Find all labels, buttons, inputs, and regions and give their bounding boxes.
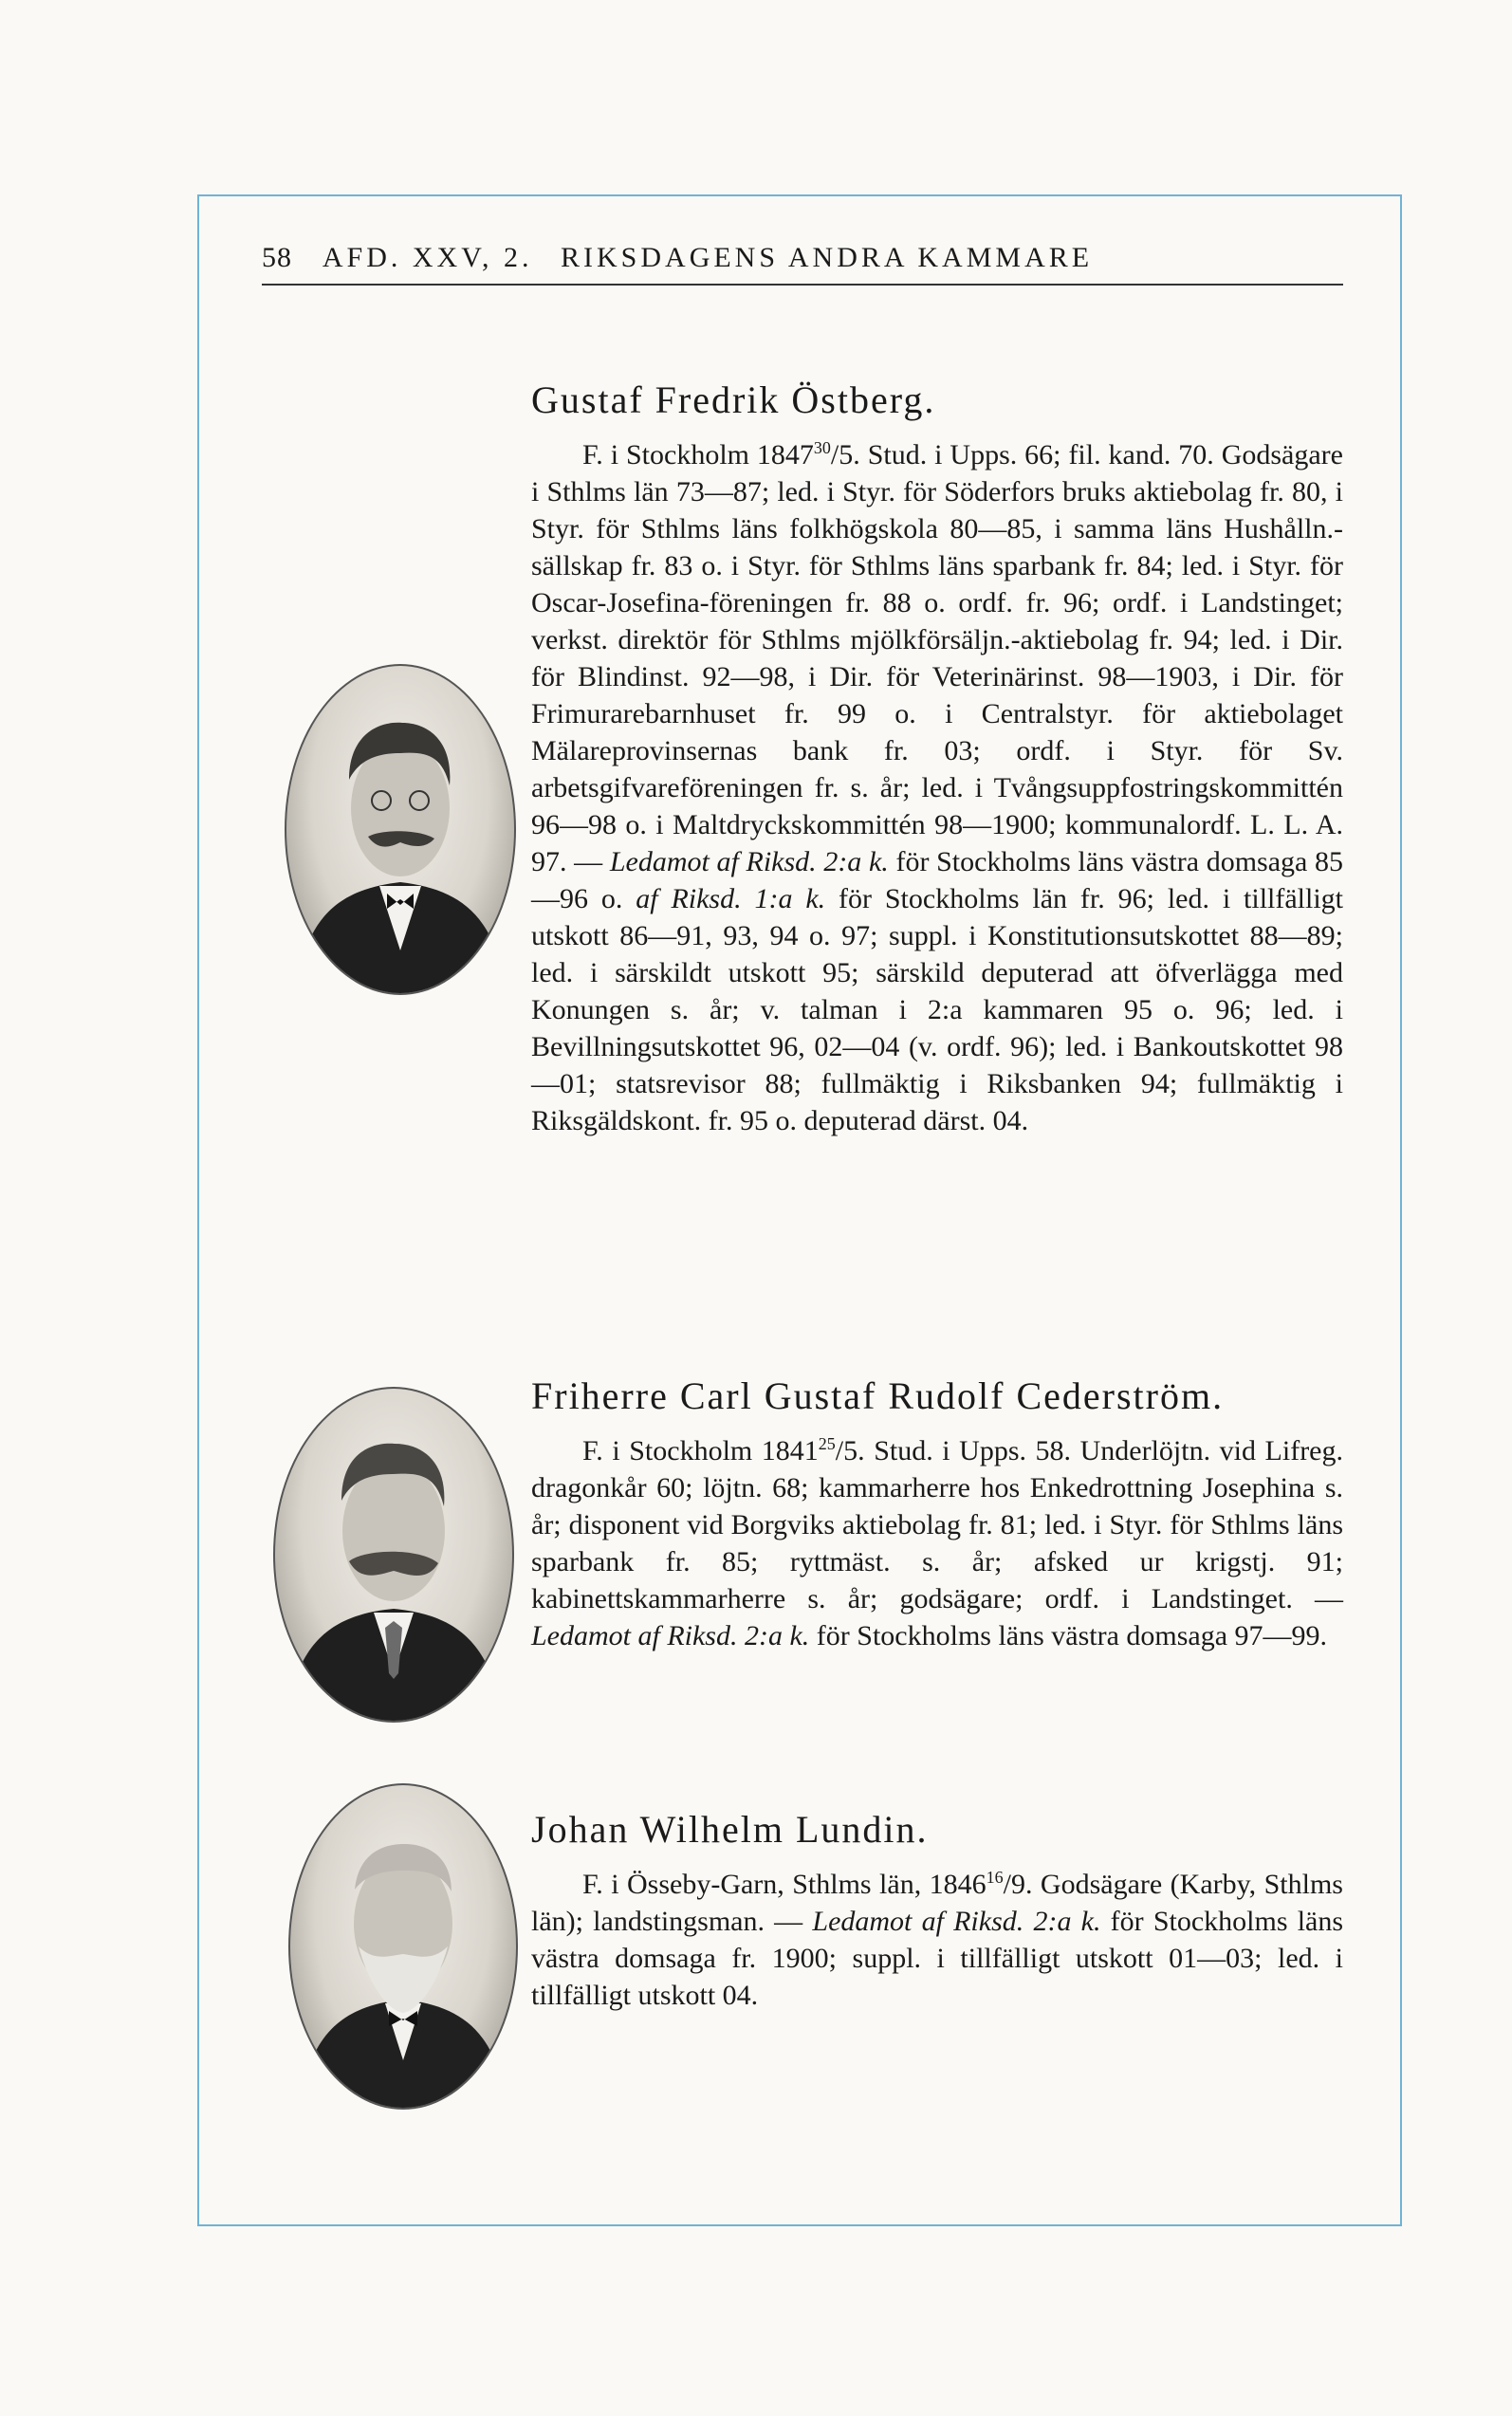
entry-lundin [531, 1807, 1343, 2014]
entry-bio: F. i Stockholm 1841$^{25}$/5. Stud. i Upps. 58. Underlöjtn. vid Lifreg. dragonkår 60; löjtn. 68; kammarherre hos Enkedrottning Josephina s. år; disponent vid Borgviks aktiebolag fr. 81; led. i Styr. för Sthlms läns sparbank fr. 85; ryttmäst. s. år; afsked ur krigstj. 91; kabinettskammarherre s. år; godsägare; ordf. i Landstinget. — Ledamot af Riksd. 2:a k. för Stockholms läns västra domsaga 97—99. [531, 1434, 1343, 1651]
entry-bio: F. i Stockholm 1847$^{30}$/5. Stud. i Upps. 66; fil. kand. 70. Godsägare i Sthlms län 73—87; led. i Styr. för Söderfors bruks aktiebolag fr. 80, i Styr. för Sthlms läns folkhögskola 80—85, i samma läns Hushålln.-sällskap fr. 83 o. i Styr. för Sthlms läns sparbank fr. 84; led. i Styr. för Oscar-Josefina-föreningen fr. 88 o. ordf. fr. 96; ordf. i Landstinget; verkst. direktör för Sthlms mjölkförsäljn.-aktiebolag fr. 94; led. i Dir. för Blindinst. 92—98, i Dir. för Veterinärinst. 98—1903, i Dir. för Frimurarebarnhuset fr. 99 o. i Centralstyr. för aktiebolaget Mälareprovinsernas bank fr. 03; ordf. i Styr. för Sv. arbetsgifvareföreningen fr. s. år; led. i Tvångsuppfostringskommittén 96—98 o. i Maltdryckskommittén 98—1900; kommunalordf. L. L. A. 97. — Ledamot af Riksd. 2:a k. för Stockholms läns västra domsaga 85—96 o. af Riksd. 1:a k. för Stockholms län fr. 96; led. i tillfälligt utskott 86—91, 93, 94 o. 97; suppl. i Konstitutionsutskottet 88—89; led. i särskildt utskott 95; särskild deputerad att öfverlägga med Konungen s. år; v. talman i 2:a kammaren 95 o. 96; led. i Bevillningsutskottet 96, 02—04 (v. ordf. 96); led. i Bankoutskottet 98—01; statsrevisor 88; fullmäktig i Riksbanken 94; fullmäktig i Riksgäldskont. fr. 95 o. deputerad därst. 04. [531, 438, 1344, 1136]
section-label: AFD. XXV, 2. [322, 242, 533, 273]
header-title: RIKSDAGENS ANDRA KAMMARE [561, 242, 1094, 273]
portrait-lundin-figure [290, 1785, 516, 2108]
entry-name: Friherre Carl Gustaf Rudolf Cederström. [531, 1374, 1225, 1417]
entry-ostberg [531, 378, 1343, 1139]
running-header [262, 242, 1343, 286]
portrait-ostberg [285, 664, 516, 995]
portrait-cederstrom [273, 1387, 514, 1723]
portrait-ostberg-figure [286, 666, 514, 993]
entry-name: Gustaf Fredrik Östberg. [531, 378, 936, 421]
entry-bio: F. i Össeby-Garn, Sthlms län, 1846$^{16}$/9. Godsägare (Karby, Sthlms län); landstingsman. — Ledamot af Riksd. 2:a k. för Stockholms läns västra domsaga fr. 1900; suppl. i tillfälligt utskott 01—03; led. i tillfälligt utskott 04. [531, 1868, 1344, 2011]
page-number: 58 [262, 242, 292, 273]
entry-name: Johan Wilhelm Lundin. [531, 1808, 929, 1851]
portrait-cederstrom-figure [275, 1389, 512, 1721]
portrait-lundin [288, 1783, 518, 2110]
entry-cederstrom [531, 1374, 1343, 1654]
